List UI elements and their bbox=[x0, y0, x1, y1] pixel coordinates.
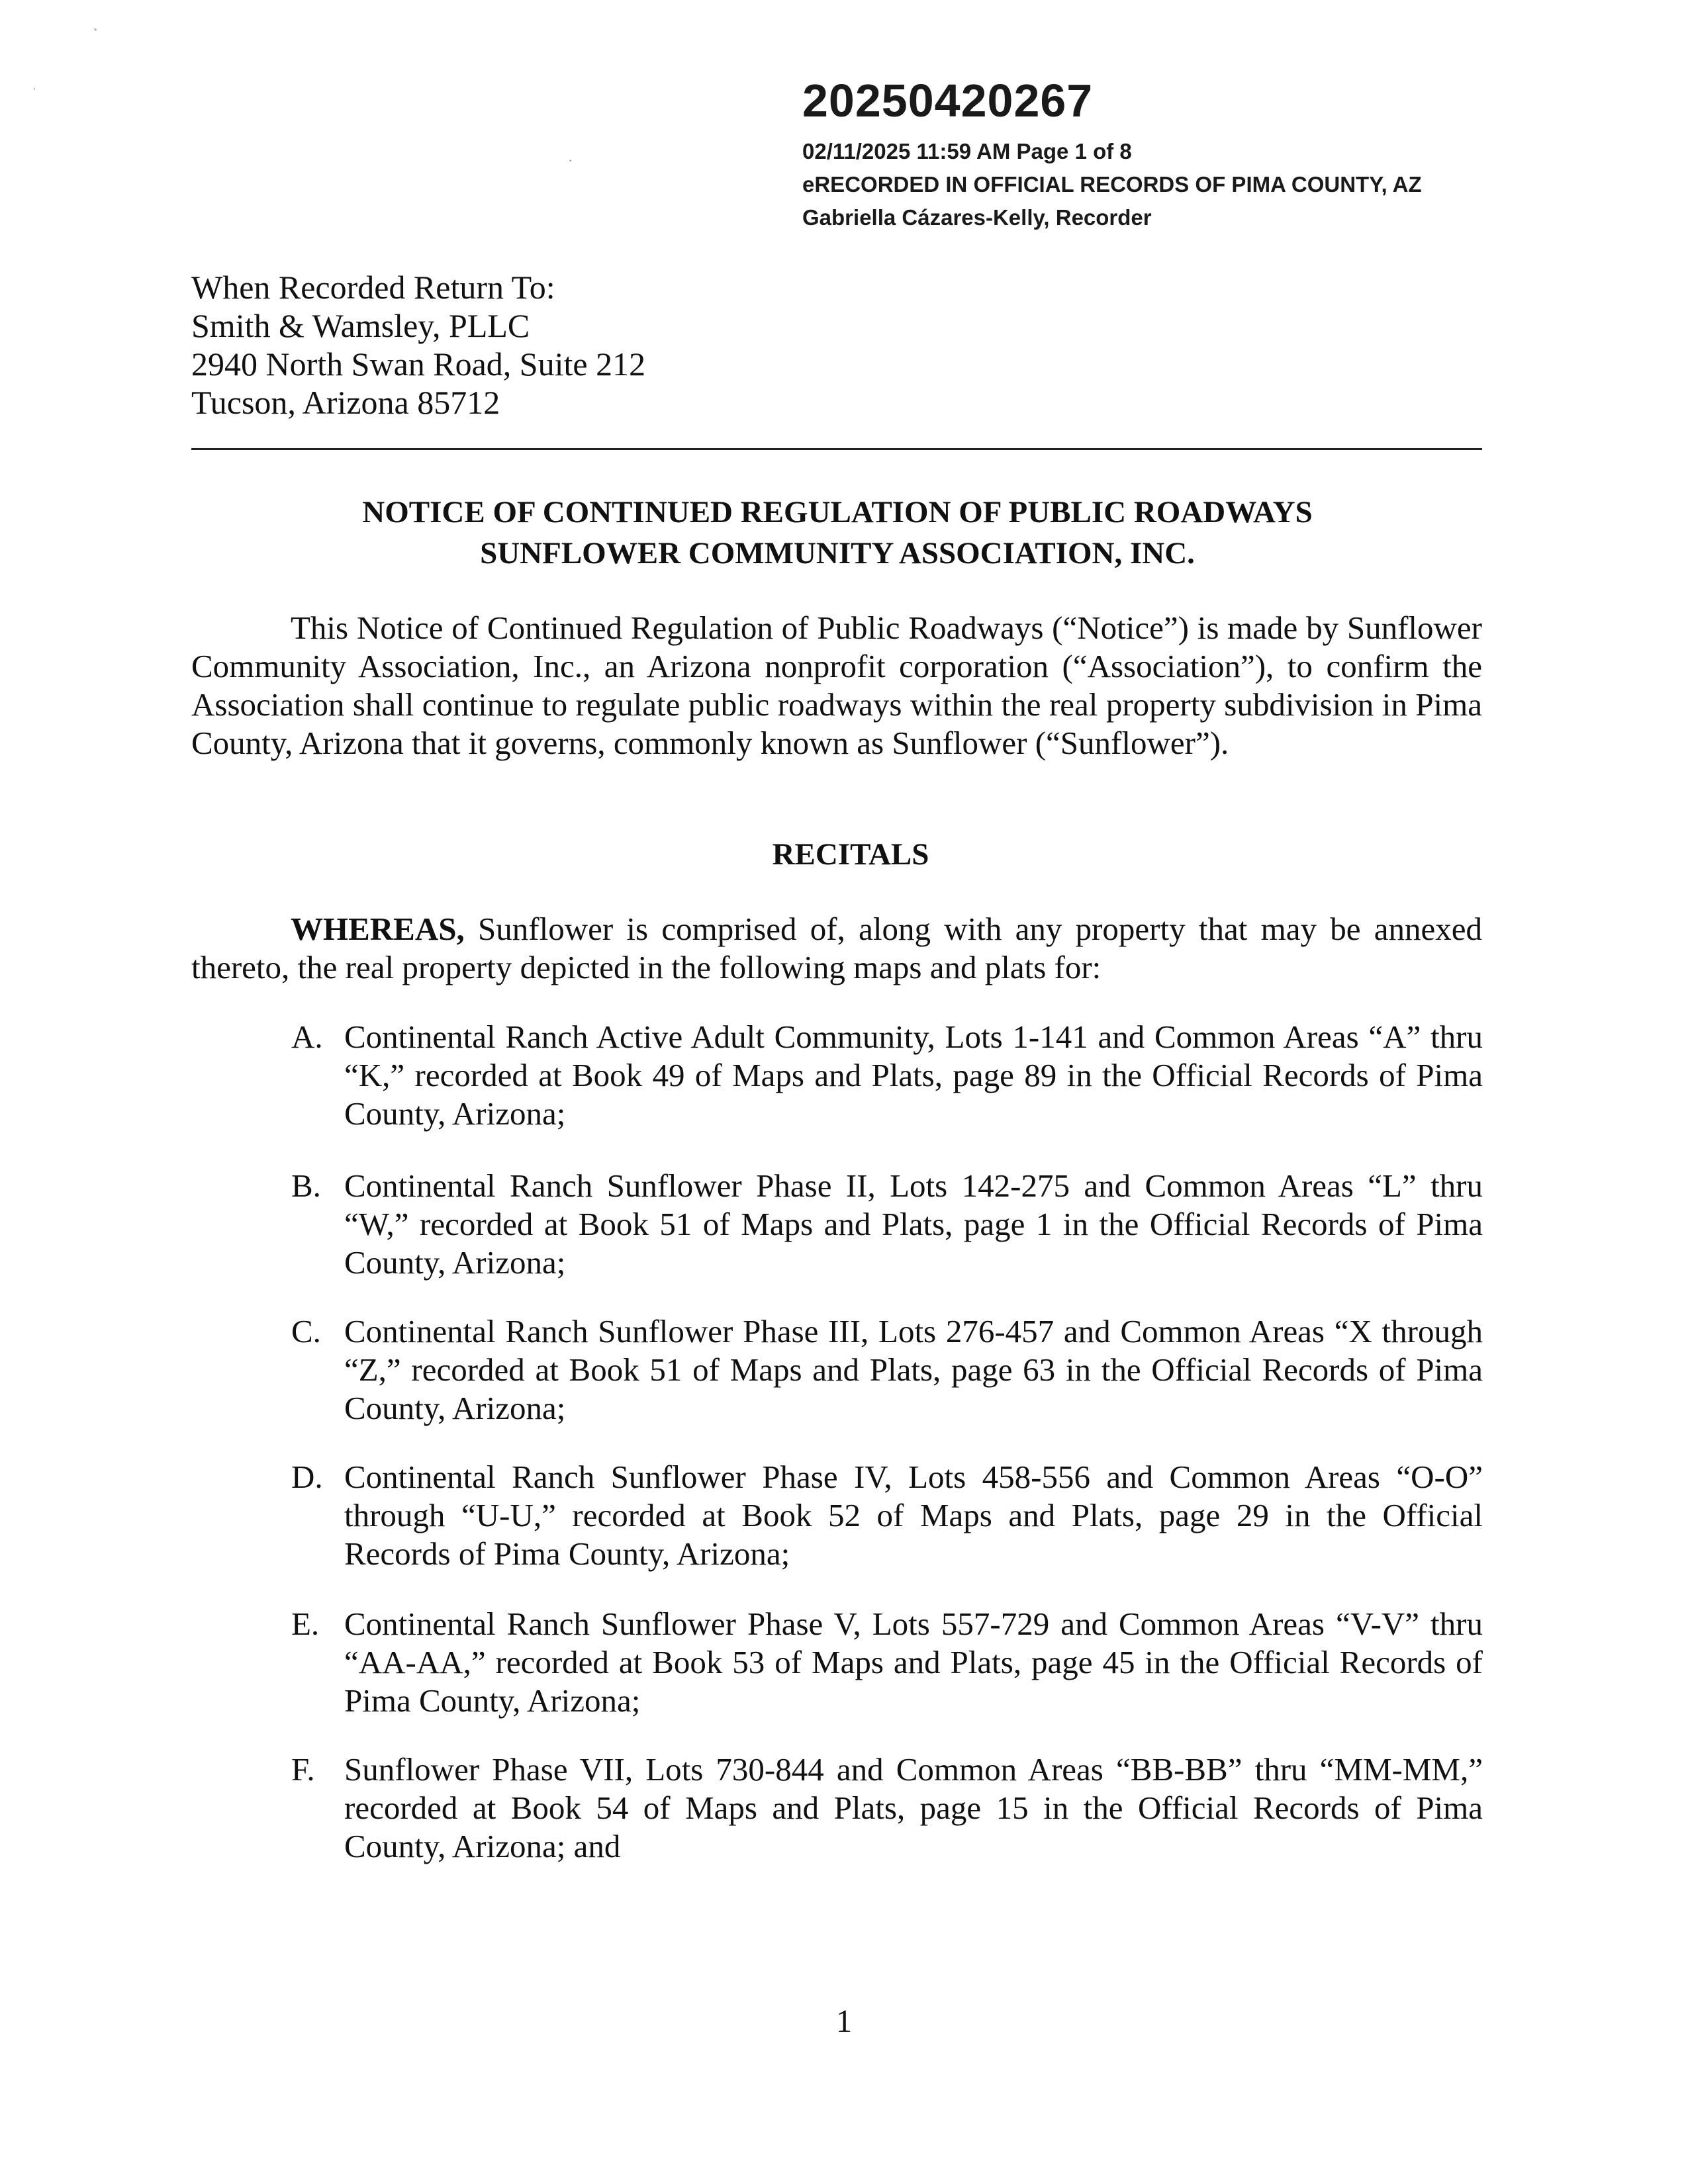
list-item bbox=[291, 1458, 1483, 1573]
list-item-letter: F. bbox=[291, 1751, 315, 1788]
page-number: 1 bbox=[835, 2003, 853, 2039]
whereas-lead: WHEREAS, bbox=[291, 911, 465, 947]
recorder-name: Gabriella Cázares-Kelly, Recorder bbox=[802, 205, 1152, 230]
list-item-letter: E. bbox=[291, 1606, 320, 1642]
return-name: Smith & Wamsley, PLLC bbox=[191, 307, 530, 344]
return-city: Tucson, Arizona 85712 bbox=[191, 384, 500, 421]
list-item-text: Continental Ranch Active Adult Community, Lots 1-141 and Common Areas “A” thru “K,” recorded at Book 49 of Maps and Plats, page 89 in the Official Records of Pima County, Arizona; bbox=[344, 1019, 1483, 1132]
recording-stamp bbox=[802, 73, 1422, 234]
list-item-letter: B. bbox=[291, 1167, 321, 1204]
return-address-block bbox=[191, 268, 645, 422]
recitals-heading: RECITALS bbox=[772, 837, 929, 872]
list-item-letter: A. bbox=[291, 1019, 323, 1055]
list-item-letter: C. bbox=[291, 1313, 321, 1349]
scan-speck: · bbox=[568, 152, 573, 169]
list-item bbox=[291, 1167, 1483, 1282]
intro-text: This Notice of Continued Regulation of Public Roadways (“Notice”) is made by Sunflower Community Association, Inc., an Arizona nonprofit corporation (“Association”), to confirm the Association shall continue to regulate public roadways within the real property subdivision in Pima County, Arizona that it governs, commonly known as Sunflower (“Sunflower”). bbox=[191, 610, 1482, 761]
document-title-line-2: SUNFLOWER COMMUNITY ASSOCIATION, INC. bbox=[480, 536, 1195, 570]
list-item bbox=[291, 1751, 1483, 1866]
list-item bbox=[291, 1018, 1483, 1133]
intro-paragraph bbox=[191, 609, 1482, 762]
divider-rule bbox=[191, 448, 1482, 450]
return-street: 2940 North Swan Road, Suite 212 bbox=[191, 345, 646, 383]
list-item-text: Sunflower Phase VII, Lots 730-844 and Common Areas “BB-BB” thru “MM-MM,” recorded at Book 54 of Maps and Plats, page 15 in the Official Records of Pima County, Arizona; and bbox=[344, 1751, 1483, 1864]
whereas-text: Sunflower is comprised of, along with any property that may be annexed thereto, the real property depicted in the following maps and plats for: bbox=[191, 911, 1482, 985]
scan-speck: ˈ bbox=[32, 85, 37, 101]
recording-date-page: 02/11/2025 11:59 AM Page 1 of 8 bbox=[802, 139, 1132, 163]
whereas-paragraph bbox=[191, 910, 1482, 987]
scan-speck: ˺ bbox=[93, 25, 98, 42]
list-item-text: Continental Ranch Sunflower Phase V, Lots 557-729 and Common Areas “V-V” thru “AA-AA,” recorded at Book 53 of Maps and Plats, page 45 in the Official Records of Pima County, Arizona; bbox=[344, 1606, 1483, 1719]
return-label: When Recorded Return To: bbox=[191, 269, 555, 306]
recording-office: eRECORDED IN OFFICIAL RECORDS OF PIMA COUNTY, AZ bbox=[802, 172, 1422, 197]
document-title-line-1: NOTICE OF CONTINUED REGULATION OF PUBLIC ROADWAYS bbox=[362, 495, 1313, 529]
list-item-text: Continental Ranch Sunflower Phase III, Lots 276-457 and Common Areas “X through “Z,” recorded at Book 51 of Maps and Plats, page 63 in the Official Records of Pima County, Arizona; bbox=[344, 1313, 1483, 1426]
list-item-letter: D. bbox=[291, 1459, 323, 1495]
list-item bbox=[291, 1605, 1483, 1720]
list-item-text: Continental Ranch Sunflower Phase IV, Lots 458-556 and Common Areas “O-O” through “U-U,” recorded at Book 52 of Maps and Plats, page 29 in the Official Records of Pima County, Arizona; bbox=[344, 1459, 1483, 1572]
recording-number: 20250420267 bbox=[802, 75, 1094, 126]
list-item bbox=[291, 1312, 1483, 1428]
list-item-text: Continental Ranch Sunflower Phase II, Lots 142-275 and Common Areas “L” thru “W,” recorded at Book 51 of Maps and Plats, page 1 in the Official Records of Pima County, Arizona; bbox=[344, 1167, 1483, 1281]
